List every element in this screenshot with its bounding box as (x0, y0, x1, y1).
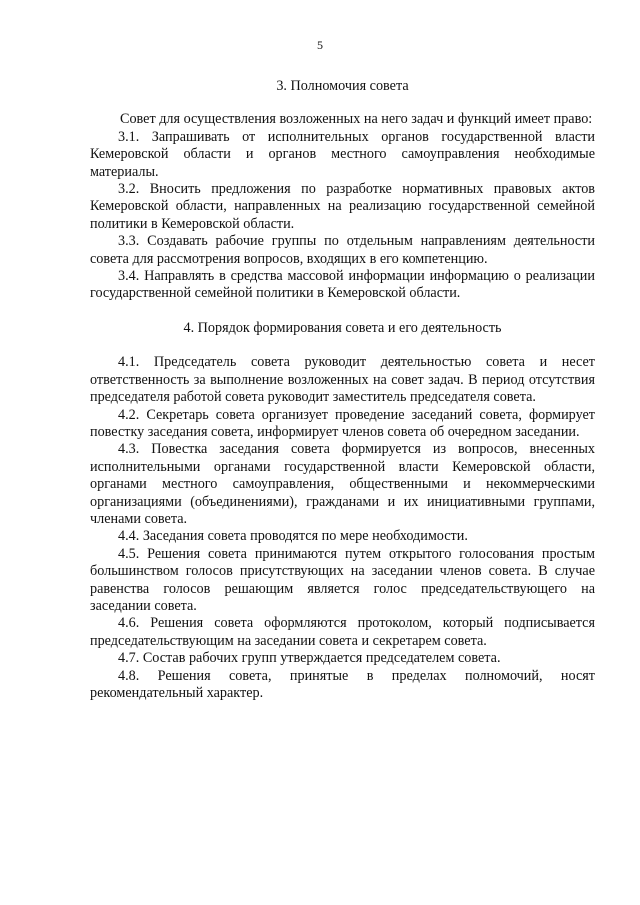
section-3-intro: Совет для осуществления возложенных на него задач и функций имеет право: (120, 111, 593, 128)
paragraph-3-4: 3.4. Направлять в средства массовой информации информацию о реализации государственной семейной политики в Кемеровской области. (90, 268, 595, 302)
section-4-title: 4. Порядок формирования совета и его деятельность (183, 319, 502, 336)
paragraph-4-7: 4.7. Состав рабочих групп утверждается председателем совета. (118, 650, 501, 667)
paragraph-4-4: 4.4. Заседания совета проводятся по мере необходимости. (118, 528, 468, 545)
paragraph-4-1: 4.1. Председатель совета руководит деятельностью совета и несет ответственность за выполнение возложенных на совет задач. В период отсутствия председателя работой совета руководит заместитель председателя совета. (90, 354, 595, 406)
paragraph-3-1: 3.1. Запрашивать от исполнительных органов государственной власти Кемеровской области и органов местного самоуправления необходимые материалы. (90, 128, 595, 180)
paragraph-4-6: 4.6. Решения совета оформляются протоколом, который подписывается председательствующим на заседании совета и секретарем совета. (90, 615, 595, 649)
paragraph-3-3: 3.3. Создавать рабочие группы по отдельным направлениям деятельности совета для рассмотрения вопросов, входящих в его компетенцию. (90, 233, 595, 267)
document-body (90, 78, 595, 702)
paragraph-4-2: 4.2. Секретарь совета организует проведение заседаний совета, формирует повестку заседания совета, информирует членов совета об очередном заседании. (90, 406, 595, 440)
paragraph-4-3: 4.3. Повестка заседания совета формируется из вопросов, внесенных исполнительными органами государственной власти Кемеровской области, органами местного самоуправления, общественными и некоммерческими организациями (объединениями), гражданами и их инициативными группами, членами совета. (90, 441, 595, 527)
paragraph-3-2: 3.2. Вносить предложения по разработке нормативных правовых актов Кемеровской области, направленных на реализацию государственной семейной политики в Кемеровской области. (90, 181, 595, 232)
paragraph-4-8: 4.8. Решения совета, принятые в пределах полномочий, носят рекомендательный характер. (90, 667, 595, 701)
section-3-title: 3. Полномочия совета (276, 78, 409, 94)
page-number: 5 (317, 38, 323, 52)
paragraph-4-5: 4.5. Решения совета принимаются путем открытого голосования простым большинством голосов присутствующих на заседании членов совета. В случае равенства голосов решающим является голос председательствующего на заседании совета. (90, 545, 595, 614)
